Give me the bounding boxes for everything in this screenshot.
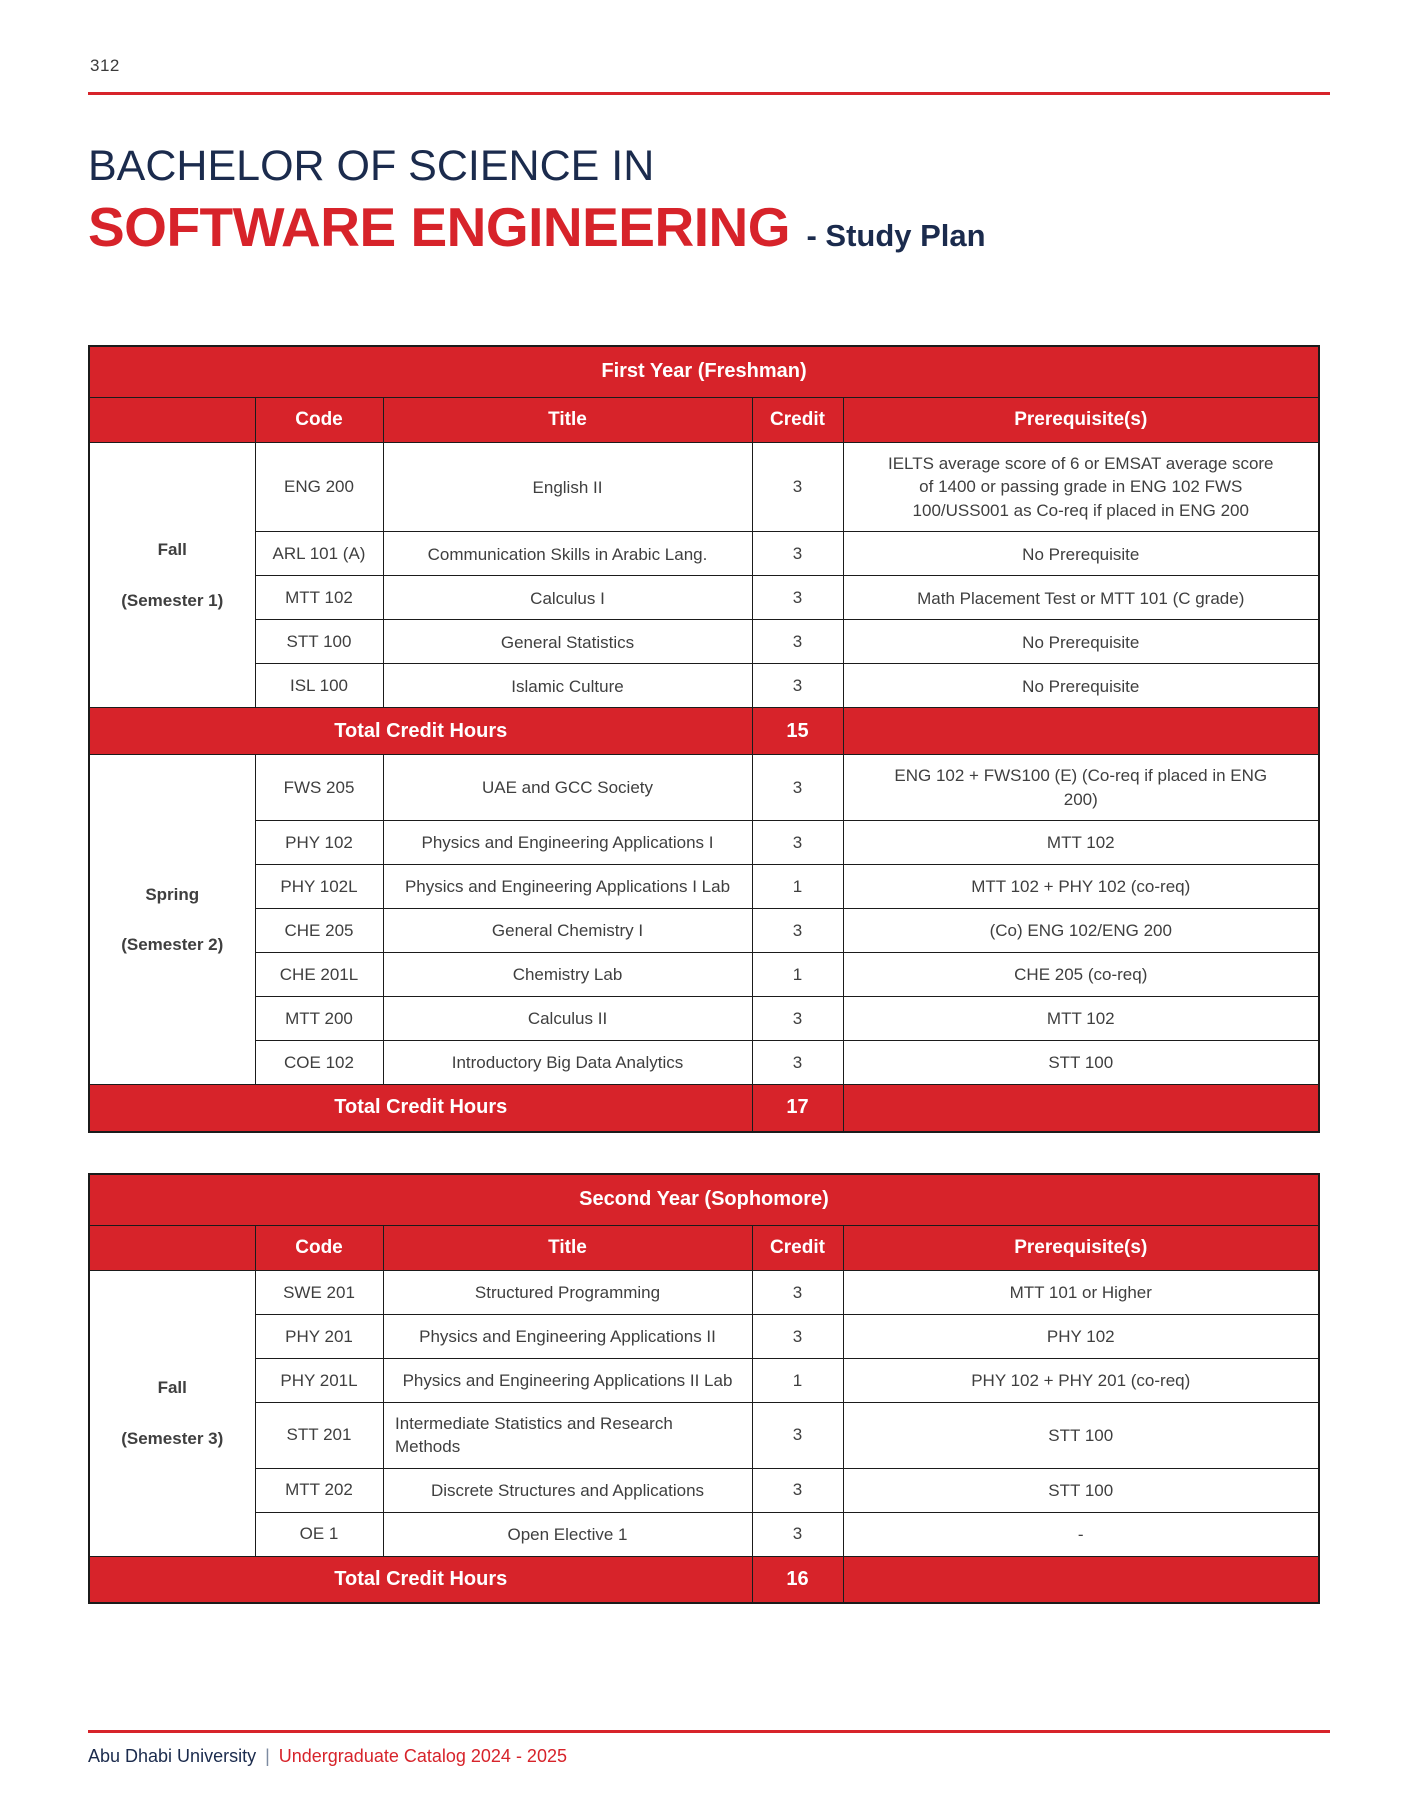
course-credit-cell: 3 (752, 1041, 843, 1085)
course-prerequisite-cell: CHE 205 (co-req) (843, 953, 1319, 997)
program-title-line (88, 195, 1330, 259)
total-credit-hours-row (89, 708, 1319, 755)
course-row (89, 1512, 1319, 1556)
course-prerequisite-cell: MTT 102 (843, 821, 1319, 865)
semester-name: Fall (157, 540, 187, 560)
total-empty-cell (843, 1556, 1319, 1603)
course-title-cell: Introductory Big Data Analytics (383, 1041, 752, 1085)
course-credit-cell: 3 (752, 664, 843, 708)
course-prerequisite-cell: STT 100 (843, 1402, 1319, 1468)
course-prerequisite-cell: No Prerequisite (843, 532, 1319, 576)
footer-rule-divider (88, 1730, 1330, 1733)
course-row (89, 532, 1319, 576)
total-empty-cell (843, 708, 1319, 755)
course-title-cell: Structured Programming (383, 1270, 752, 1314)
column-header-code: Code (255, 1225, 383, 1270)
semester-cell (89, 755, 255, 1085)
course-code-cell: ISL 100 (255, 664, 383, 708)
top-rule-divider (88, 92, 1330, 95)
course-title-cell: Discrete Structures and Applications (383, 1468, 752, 1512)
course-prerequisite-cell: STT 100 (843, 1041, 1319, 1085)
total-credit-hours-row (89, 1556, 1319, 1603)
semester-number: (Semester 3) (121, 1428, 224, 1448)
course-credit-cell: 3 (752, 1270, 843, 1314)
column-header-title: Title (383, 398, 752, 443)
course-credit-cell: 3 (752, 620, 843, 664)
course-code-cell: MTT 202 (255, 1468, 383, 1512)
course-title-cell: Chemistry Lab (383, 953, 752, 997)
footer-separator: | (265, 1746, 270, 1766)
course-code-cell: OE 1 (255, 1512, 383, 1556)
course-title-cell: Communication Skills in Arabic Lang. (383, 532, 752, 576)
course-title-cell: Calculus II (383, 997, 752, 1041)
course-prerequisite-cell: No Prerequisite (843, 664, 1319, 708)
study-plan-table-2 (88, 1173, 1320, 1604)
course-title-cell: Calculus I (383, 576, 752, 620)
footer-university-name: Abu Dhabi University (88, 1746, 257, 1766)
course-title-cell: English II (383, 443, 752, 532)
study-plan-table-1 (88, 345, 1320, 1133)
course-code-cell: COE 102 (255, 1041, 383, 1085)
study-plan-suffix: - Study Plan (806, 218, 986, 254)
course-code-cell: ARL 101 (A) (255, 532, 383, 576)
semester-name: Spring (145, 884, 200, 904)
total-credits-cell: 17 (752, 1085, 843, 1132)
course-row (89, 1402, 1319, 1468)
course-credit-cell: 3 (752, 1314, 843, 1358)
course-prerequisite-cell: STT 100 (843, 1468, 1319, 1512)
course-row (89, 1270, 1319, 1314)
course-credit-cell: 3 (752, 1402, 843, 1468)
total-label-cell: Total Credit Hours (89, 1556, 752, 1603)
course-credit-cell: 1 (752, 1358, 843, 1402)
column-header-credit: Credit (752, 1225, 843, 1270)
course-row (89, 664, 1319, 708)
course-row (89, 1041, 1319, 1085)
column-header-semester (89, 398, 255, 443)
column-header-semester (89, 1225, 255, 1270)
course-title-cell: UAE and GCC Society (383, 755, 752, 821)
course-code-cell: PHY 201L (255, 1358, 383, 1402)
semester-name: Fall (157, 1378, 187, 1398)
course-prerequisite-cell: PHY 102 + PHY 201 (co-req) (843, 1358, 1319, 1402)
column-header-row (89, 398, 1319, 443)
course-credit-cell: 3 (752, 532, 843, 576)
page-title (88, 142, 1330, 259)
total-label-cell: Total Credit Hours (89, 708, 752, 755)
course-title-cell: Physics and Engineering Applications II (383, 1314, 752, 1358)
footer-catalog-name: Undergraduate Catalog 2024 - 2025 (278, 1746, 567, 1766)
column-header-prerequisite: Prerequisite(s) (843, 398, 1319, 443)
column-header-code: Code (255, 398, 383, 443)
course-credit-cell: 3 (752, 1512, 843, 1556)
course-code-cell: PHY 201 (255, 1314, 383, 1358)
course-row (89, 865, 1319, 909)
total-credits-cell: 16 (752, 1556, 843, 1603)
column-header-row (89, 1225, 1319, 1270)
year-title-cell: Second Year (Sophomore) (89, 1174, 1319, 1226)
program-name-title: SOFTWARE ENGINEERING (88, 196, 790, 259)
course-row (89, 1468, 1319, 1512)
column-header-title: Title (383, 1225, 752, 1270)
course-code-cell: STT 100 (255, 620, 383, 664)
course-row (89, 821, 1319, 865)
course-title-cell: Open Elective 1 (383, 1512, 752, 1556)
course-credit-cell: 3 (752, 821, 843, 865)
semester-number: (Semester 2) (121, 935, 224, 955)
course-prerequisite-cell: MTT 102 (843, 997, 1319, 1041)
course-credit-cell: 3 (752, 755, 843, 821)
course-row (89, 620, 1319, 664)
total-credit-hours-row (89, 1085, 1319, 1132)
course-code-cell: PHY 102 (255, 821, 383, 865)
course-prerequisite-cell: Math Placement Test or MTT 101 (C grade) (843, 576, 1319, 620)
course-credit-cell: 3 (752, 909, 843, 953)
course-prerequisite-cell: No Prerequisite (843, 620, 1319, 664)
semester-cell (89, 1270, 255, 1556)
course-code-cell: CHE 201L (255, 953, 383, 997)
course-code-cell: SWE 201 (255, 1270, 383, 1314)
course-prerequisite-cell: MTT 102 + PHY 102 (co-req) (843, 865, 1319, 909)
semester-number: (Semester 1) (121, 590, 224, 610)
course-title-cell: General Statistics (383, 620, 752, 664)
course-prerequisite-cell: MTT 101 or Higher (843, 1270, 1319, 1314)
footer (88, 1746, 567, 1767)
course-title-cell: Islamic Culture (383, 664, 752, 708)
course-prerequisite-cell: ENG 102 + FWS100 (E) (Co-req if placed in ENG 200) (843, 755, 1319, 821)
course-code-cell: FWS 205 (255, 755, 383, 821)
course-row (89, 909, 1319, 953)
study-plan-tables (88, 345, 1318, 1604)
course-title-cell: Physics and Engineering Applications I Lab (383, 865, 752, 909)
course-credit-cell: 3 (752, 443, 843, 532)
degree-prefix-title: BACHELOR OF SCIENCE IN (88, 142, 655, 190)
course-code-cell: PHY 102L (255, 865, 383, 909)
year-title-row (89, 1174, 1319, 1226)
course-row (89, 997, 1319, 1041)
course-title-cell: General Chemistry I (383, 909, 752, 953)
course-prerequisite-cell: PHY 102 (843, 1314, 1319, 1358)
column-header-prerequisite: Prerequisite(s) (843, 1225, 1319, 1270)
course-code-cell: MTT 102 (255, 576, 383, 620)
course-credit-cell: 1 (752, 953, 843, 997)
column-header-credit: Credit (752, 398, 843, 443)
course-credit-cell: 1 (752, 865, 843, 909)
total-credits-cell: 15 (752, 708, 843, 755)
course-code-cell: ENG 200 (255, 443, 383, 532)
course-title-cell: Physics and Engineering Applications I (383, 821, 752, 865)
course-code-cell: STT 201 (255, 1402, 383, 1468)
course-code-cell: CHE 205 (255, 909, 383, 953)
course-code-cell: MTT 200 (255, 997, 383, 1041)
year-title-cell: First Year (Freshman) (89, 346, 1319, 398)
course-credit-cell: 3 (752, 1468, 843, 1512)
year-title-row (89, 346, 1319, 398)
course-prerequisite-cell: (Co) ENG 102/ENG 200 (843, 909, 1319, 953)
course-row (89, 1314, 1319, 1358)
page-number: 312 (90, 56, 120, 75)
course-row (89, 953, 1319, 997)
course-prerequisite-cell: - (843, 1512, 1319, 1556)
course-row (89, 1358, 1319, 1402)
course-credit-cell: 3 (752, 997, 843, 1041)
course-title-cell: Physics and Engineering Applications II Lab (383, 1358, 752, 1402)
course-row (89, 576, 1319, 620)
course-prerequisite-cell: IELTS average score of 6 or EMSAT average score of 1400 or passing grade in ENG 102 FWS 100/USS001 as Co-req if placed in ENG 200 (843, 443, 1319, 532)
total-empty-cell (843, 1085, 1319, 1132)
course-row (89, 755, 1319, 821)
course-credit-cell: 3 (752, 576, 843, 620)
total-label-cell: Total Credit Hours (89, 1085, 752, 1132)
course-title-cell: Intermediate Statistics and Research Methods (383, 1402, 752, 1468)
semester-cell (89, 443, 255, 708)
course-row (89, 443, 1319, 532)
